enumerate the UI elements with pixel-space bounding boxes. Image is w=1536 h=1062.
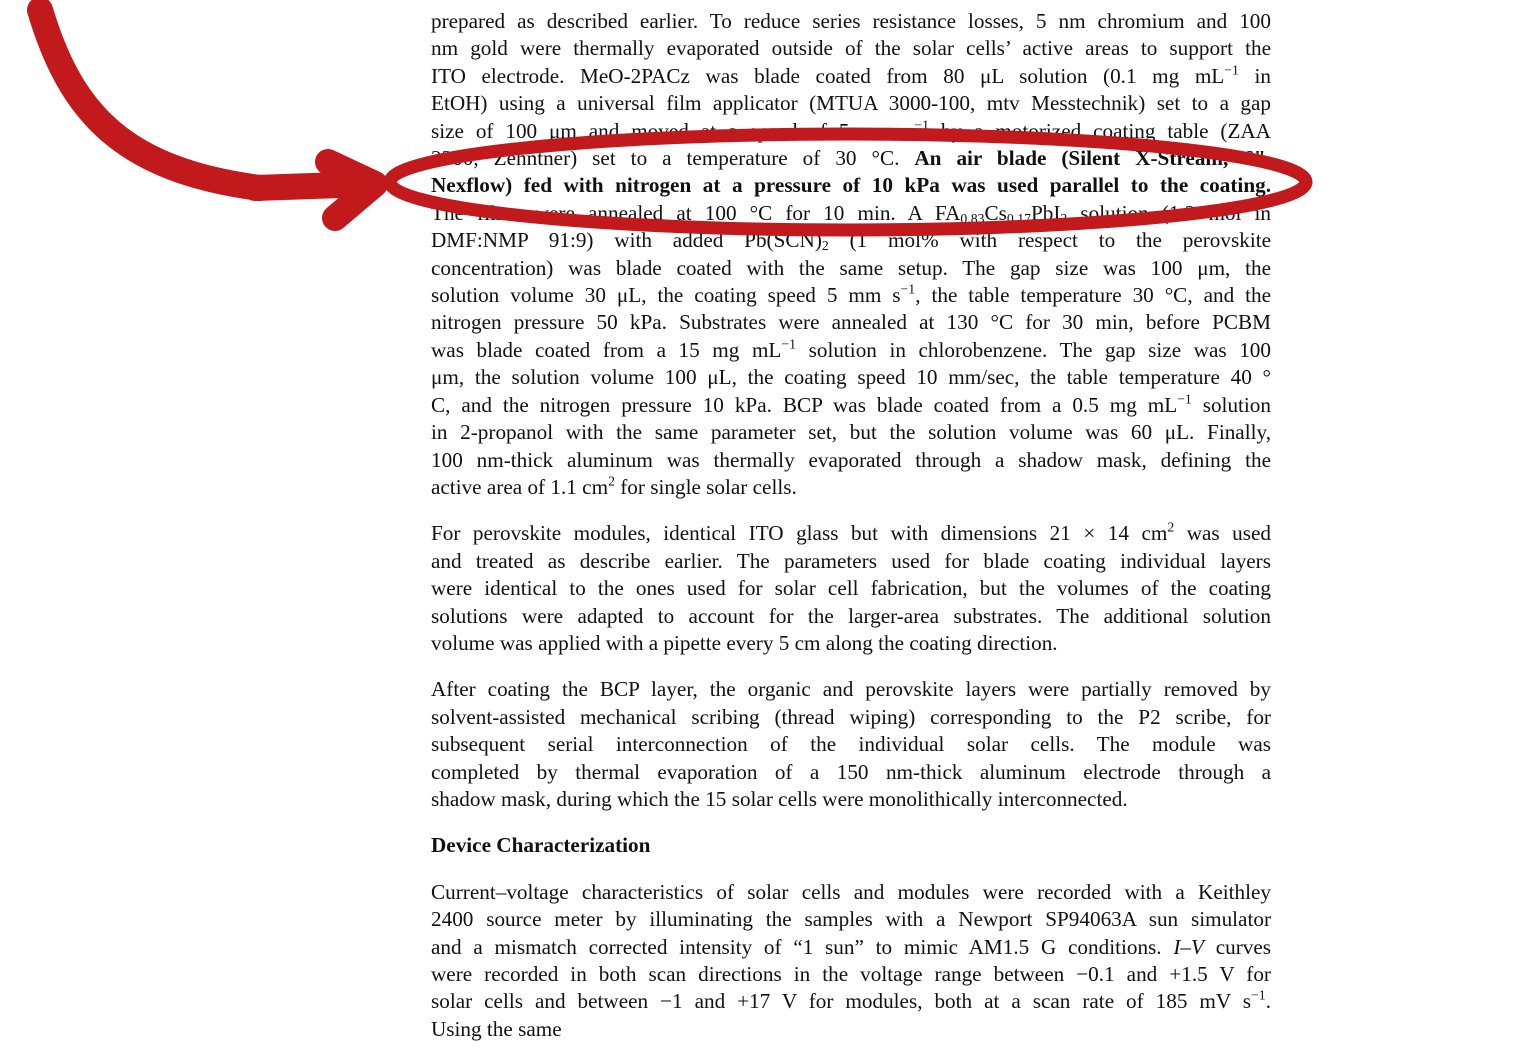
text-line: were identical to the ones used for solar cell fabrication, but the volumes of the coating [431,576,1271,601]
text-line: shadow mask, during which the 15 solar cells were monolithically interconnected. [431,786,1128,811]
text-line: solvent-assisted mechanical scribing (thread wiping) corresponding to the P2 scribe, for [431,704,1271,729]
text-line: C, and the nitrogen pressure 10 kPa. BCP was blade coated from a 0.5 mg $mL^{-1}$ solution [431,391,1271,417]
text-line: 100 nm-thick aluminum was thermally evaporated through a shadow mask, defining the [431,447,1271,472]
text-line: and a mismatch corrected intensity of “1 sun” to mimic AM1.5 G conditions. I–V curves [431,934,1272,959]
text-line: 2400 source meter by illuminating the samples with a Newport SP94063A sun simulator [431,907,1271,932]
highlighted-sentence: An air blade (Silent X-Stream, 6", [914,146,1271,171]
curved-arrow-neck [255,184,370,188]
curved-arrow-head [328,162,375,218]
text-line: prepared as described earlier. To reduce series resistance losses, 5 nm chromium and 100 [431,9,1271,33]
text-line: in 2-propanol with the same parameter set, but the solution volume was 60 μL. Finally, [431,420,1271,445]
text-line: Current–voltage characteristics of solar cells and modules were recorded with a Keithley [431,879,1271,904]
curved-arrow-shaft [40,10,260,188]
text-line: ITO electrode. MeO-2PACz was blade coated from 80 μL solution (0.1 mg $mL^{-1}$ in [431,62,1271,88]
text-line: subsequent serial interconnection of the individual solar cells. The module was [431,732,1271,757]
text-line: size of 100 μm and moved at a speed of 5 mm $s^{-1}$ by a motorized coating table (ZAA [431,117,1271,143]
text-line: EtOH) using a universal film applicator (MTUA 3000-100, mtv Messtechnik) set to a gap [431,91,1271,116]
text-line: For perovskite modules, identical ITO glass but with dimensions 21 × 14 $cm^2$ was used [431,520,1271,546]
text-line: volume was applied with a pipette every 5 cm along the coating direction. [431,630,1058,655]
text-line: DMF:NMP 91:9) with added $Pb(SCN)_2$ (1 mol% with respect to the perovskite [431,228,1272,253]
paragraph-modules [431,520,1271,657]
text-line: nm gold were thermally evaporated outside of the solar cells’ active areas to support the [431,36,1271,61]
text-line: and treated as describe earlier. The parameters used for blade coating individual layers [431,548,1271,573]
text-line: solutions were adapted to account for the larger-area substrates. The additional solution [431,603,1271,628]
text-line: Using the same [431,1016,562,1041]
paragraph-scribing [431,676,1271,813]
text-line: was blade coated from a 15 mg $mL^{-1}$ solution in chlorobenzene. The gap size was 100 [431,336,1271,362]
text-line: were recorded in both scan directions in the voltage range between −0.1 and +1.5 V for [431,962,1271,986]
text-column [431,8,1271,1062]
text-line: completed by thermal evaporation of a 150 nm-thick aluminum electrode through a [431,759,1271,784]
text-line: active area of 1.1 $cm^2$ for single solar cells. [431,473,797,499]
text-line: solar cells and between −1 and +17 V for modules, both at a scan rate of 185 mV $s^{-1}$. [431,988,1271,1014]
text-line: nitrogen pressure 50 kPa. Substrates were annealed at 130 °C for 30 min, before PCBM [431,310,1271,335]
text-line: The films were annealed at 100 °C for 10 min. A $FA_{0.83}Cs_{0.17}PbI_3$ solution (1.3 mol in [431,200,1271,226]
text-line: μm, the solution volume 100 μL, the coating speed 10 mm/sec, the table temperature 40 ° [431,365,1271,390]
text-line: solution volume 30 μL, the coating speed 5 mm $s^{-1}$, the table temperature 30 °C, and the [431,281,1272,308]
paragraph-fabrication [431,8,1271,501]
text-line: After coating the BCP layer, the organic and perovskite layers were partially removed by [431,677,1271,702]
paragraph-characterization [431,879,1271,1043]
text-line: concentration) was blade coated with the same setup. The gap size was 100 μm, the [431,255,1271,280]
text-line: 2300, Zehntner) set to a temperature of 30 °C. An air blade (Silent X-Stream, 6", [431,146,1271,171]
section-heading: Device Characterization [431,833,651,858]
highlighted-sentence: Nexflow) fed with nitrogen at a pressure of 10 kPa was used parallel to the coating. [431,173,1271,198]
text-line [431,172,1271,199]
